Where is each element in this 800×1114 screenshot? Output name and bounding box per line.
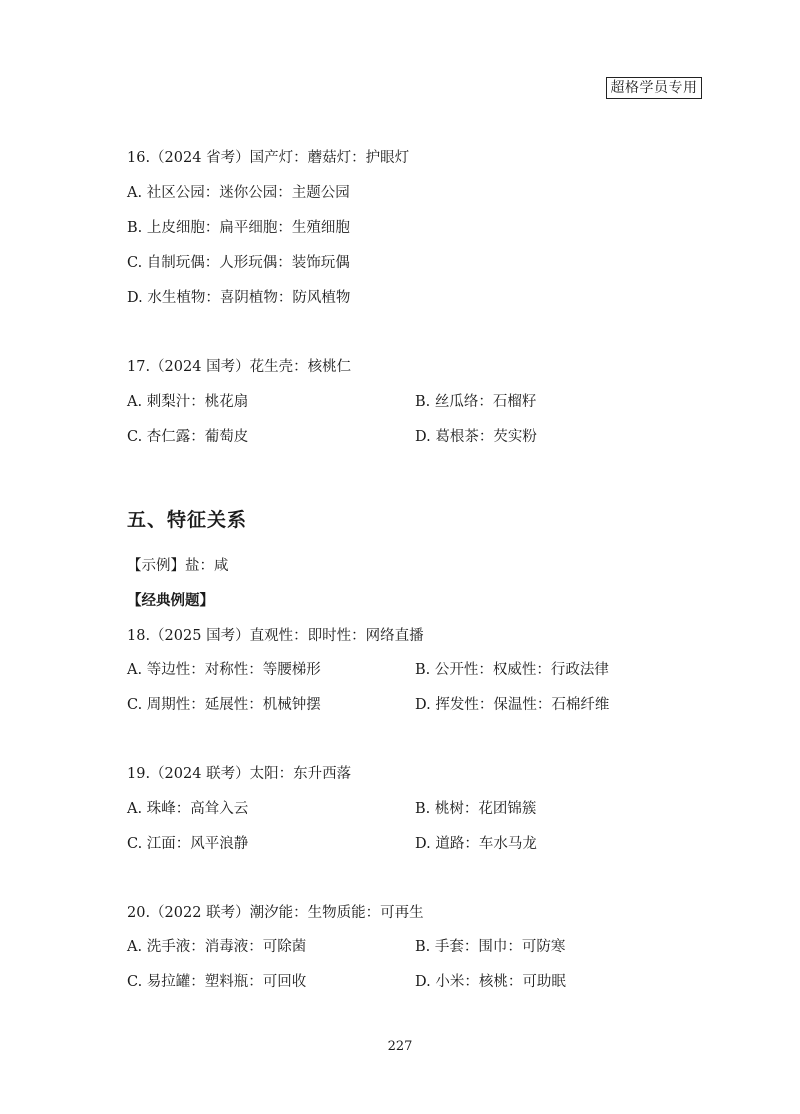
- question-16-option-d: D. 水生植物：喜阴植物：防风植物: [127, 290, 351, 306]
- classic-examples-heading: 【经典例题】: [127, 592, 214, 609]
- question-17-option-d: D. 葛根茶：芡实粉: [415, 429, 537, 445]
- question-17-stem: 17.（2024 国考）花生壳：核桃仁: [127, 359, 352, 375]
- question-16-stem: 16.（2024 省考）国产灯：蘑菇灯：护眼灯: [127, 150, 410, 166]
- question-18-option-d: D. 挥发性：保温性：石棉纤维: [415, 697, 610, 713]
- question-20-option-d: D. 小米：核桃：可助眠: [415, 974, 566, 990]
- question-16-option-b: B. 上皮细胞：扁平细胞：生殖细胞: [127, 220, 350, 236]
- question-18-option-a: A. 等边性：对称性：等腰梯形: [127, 662, 321, 678]
- question-16-option-a: A. 社区公园：迷你公园：主题公园: [127, 185, 350, 201]
- example-line: 【示例】盐：咸: [127, 558, 229, 574]
- question-19-stem: 19.（2024 联考）太阳：东升西落: [127, 766, 352, 782]
- question-17-option-a: A. 刺梨汁：桃花扇: [127, 394, 249, 410]
- question-17-option-b: B. 丝瓜络：石榴籽: [415, 394, 537, 410]
- section-title: 五、特征关系: [127, 509, 248, 531]
- question-18-stem: 18.（2025 国考）直观性：即时性：网络直播: [127, 628, 424, 644]
- question-20-option-c: C. 易拉罐：塑料瓶：可回收: [127, 974, 307, 990]
- page-number: 227: [387, 1039, 413, 1054]
- question-20-stem: 20.（2022 联考）潮汐能：生物质能：可再生: [127, 905, 424, 921]
- question-20-option-a: A. 洗手液：消毒液：可除菌: [127, 939, 307, 955]
- question-18-option-b: B. 公开性：权威性：行政法律: [415, 662, 609, 678]
- question-19-option-a: A. 珠峰：高耸入云: [127, 801, 249, 817]
- question-19-option-b: B. 桃树：花团锦簇: [415, 801, 537, 817]
- question-16-option-c: C. 自制玩偶：人形玩偶：装饰玩偶: [127, 255, 350, 271]
- question-19-option-d: D. 道路：车水马龙: [415, 836, 537, 852]
- question-17-option-c: C. 杏仁露：葡萄皮: [127, 429, 249, 445]
- question-19-option-c: C. 江面：风平浪静: [127, 836, 249, 852]
- question-20-option-b: B. 手套：围巾：可防寒: [415, 939, 566, 955]
- question-18-option-c: C. 周期性：延展性：机械钟摆: [127, 697, 321, 713]
- student-only-badge: 超格学员专用: [606, 77, 702, 99]
